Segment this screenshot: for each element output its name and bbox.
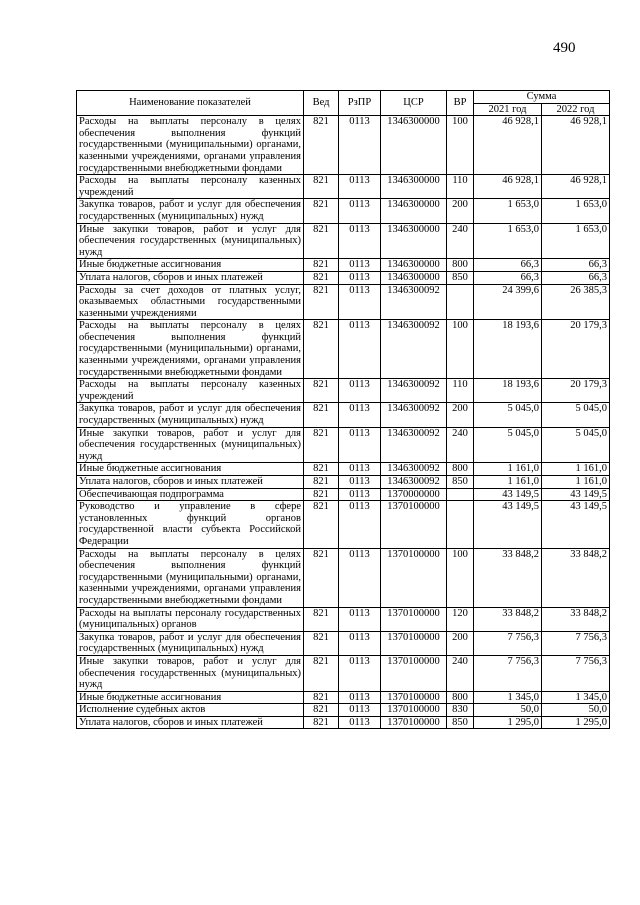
row-rzpr: 0113 [339, 704, 381, 717]
row-ved: 821 [304, 116, 339, 175]
row-sum-2022: 43 149,5 [542, 501, 610, 548]
row-vr: 800 [447, 463, 474, 476]
row-sum-2021: 7 756,3 [474, 631, 542, 655]
row-vr: 100 [447, 116, 474, 175]
table-row [77, 175, 610, 199]
row-sum-2021: 18 193,6 [474, 320, 542, 379]
row-sum-2022: 66,3 [542, 259, 610, 272]
row-vr: 830 [447, 704, 474, 717]
row-rzpr: 0113 [339, 223, 381, 259]
row-csr: 1346300092 [381, 427, 447, 463]
row-sum-2021: 33 848,2 [474, 548, 542, 607]
row-vr: 100 [447, 320, 474, 379]
row-rzpr: 0113 [339, 320, 381, 379]
row-vr [447, 488, 474, 501]
row-vr: 800 [447, 691, 474, 704]
row-csr: 1346300000 [381, 223, 447, 259]
row-vr: 200 [447, 631, 474, 655]
row-ved: 821 [304, 691, 339, 704]
table-row [77, 607, 610, 631]
row-sum-2021: 5 045,0 [474, 403, 542, 427]
page-number: 490 [553, 40, 576, 56]
row-name: Исполнение судебных актов [77, 704, 304, 717]
row-ved: 821 [304, 427, 339, 463]
table-row [77, 284, 610, 320]
table-row [77, 691, 610, 704]
row-ved: 821 [304, 463, 339, 476]
row-csr: 1370100000 [381, 704, 447, 717]
header-sum: Сумма [474, 91, 610, 104]
table-row [77, 116, 610, 175]
row-ved: 821 [304, 631, 339, 655]
header-name: Наименование показателей [77, 91, 304, 116]
row-sum-2022: 1 653,0 [542, 223, 610, 259]
table-row [77, 476, 610, 489]
row-sum-2022: 43 149,5 [542, 488, 610, 501]
table-row [77, 403, 610, 427]
row-ved: 821 [304, 403, 339, 427]
row-csr: 1370100000 [381, 631, 447, 655]
header-vr: ВР [447, 91, 474, 116]
table-row [77, 427, 610, 463]
row-sum-2022: 66,3 [542, 271, 610, 284]
row-rzpr: 0113 [339, 655, 381, 691]
row-csr: 1370100000 [381, 607, 447, 631]
row-ved: 821 [304, 175, 339, 199]
row-sum-2022: 1 161,0 [542, 476, 610, 489]
row-ved: 821 [304, 704, 339, 717]
row-rzpr: 0113 [339, 607, 381, 631]
table-row [77, 320, 610, 379]
row-rzpr: 0113 [339, 427, 381, 463]
row-rzpr: 0113 [339, 716, 381, 729]
row-csr: 1346300000 [381, 271, 447, 284]
row-rzpr: 0113 [339, 175, 381, 199]
row-vr: 850 [447, 271, 474, 284]
row-name: Расходы на выплаты персоналу государственных (муниципальных) органов [77, 607, 304, 631]
row-rzpr: 0113 [339, 259, 381, 272]
row-name: Закупка товаров, работ и услуг для обеспечения государственных (муниципальных) нужд [77, 403, 304, 427]
row-sum-2022: 7 756,3 [542, 655, 610, 691]
row-sum-2022: 33 848,2 [542, 607, 610, 631]
row-sum-2021: 46 928,1 [474, 175, 542, 199]
row-vr: 240 [447, 655, 474, 691]
row-csr: 1346300092 [381, 320, 447, 379]
row-csr: 1370000000 [381, 488, 447, 501]
row-csr: 1346300092 [381, 284, 447, 320]
row-vr: 110 [447, 175, 474, 199]
row-ved: 821 [304, 271, 339, 284]
row-sum-2021: 5 045,0 [474, 427, 542, 463]
table-row [77, 501, 610, 548]
row-sum-2021: 1 295,0 [474, 716, 542, 729]
row-ved: 821 [304, 607, 339, 631]
row-sum-2021: 66,3 [474, 259, 542, 272]
table-row [77, 223, 610, 259]
row-ved: 821 [304, 476, 339, 489]
table-row [77, 631, 610, 655]
row-rzpr: 0113 [339, 548, 381, 607]
row-sum-2022: 5 045,0 [542, 403, 610, 427]
row-ved: 821 [304, 488, 339, 501]
row-ved: 821 [304, 655, 339, 691]
row-sum-2021: 43 149,5 [474, 488, 542, 501]
header-csr: ЦСР [381, 91, 447, 116]
row-sum-2022: 50,0 [542, 704, 610, 717]
row-sum-2021: 43 149,5 [474, 501, 542, 548]
row-rzpr: 0113 [339, 379, 381, 403]
table-row [77, 259, 610, 272]
row-sum-2022: 46 928,1 [542, 116, 610, 175]
row-name: Расходы на выплаты персоналу в целях обеспечения выполнения функций государственными (муниципальными) органами, казенными учреждениями, органами управления государственными внебюджетными фондами [77, 320, 304, 379]
row-vr: 850 [447, 716, 474, 729]
row-name: Расходы на выплаты персоналу казенных учреждений [77, 379, 304, 403]
row-sum-2021: 18 193,6 [474, 379, 542, 403]
row-rzpr: 0113 [339, 199, 381, 223]
row-sum-2022: 20 179,3 [542, 320, 610, 379]
row-sum-2021: 24 399,6 [474, 284, 542, 320]
row-csr: 1370100000 [381, 501, 447, 548]
table-row [77, 271, 610, 284]
row-ved: 821 [304, 223, 339, 259]
row-vr: 100 [447, 548, 474, 607]
row-sum-2022: 33 848,2 [542, 548, 610, 607]
row-sum-2021: 1 161,0 [474, 463, 542, 476]
header-ved: Вед [304, 91, 339, 116]
row-ved: 821 [304, 284, 339, 320]
row-csr: 1346300092 [381, 403, 447, 427]
row-vr: 200 [447, 199, 474, 223]
row-name: Иные закупки товаров, работ и услуг для обеспечения государственных (муниципальных) нужд [77, 655, 304, 691]
row-name: Обеспечивающая подпрограмма [77, 488, 304, 501]
row-ved: 821 [304, 259, 339, 272]
header-2022: 2022 год [542, 103, 610, 116]
row-vr: 850 [447, 476, 474, 489]
row-ved: 821 [304, 548, 339, 607]
table-row [77, 548, 610, 607]
row-csr: 1370100000 [381, 716, 447, 729]
row-rzpr: 0113 [339, 284, 381, 320]
row-ved: 821 [304, 199, 339, 223]
row-sum-2022: 1 161,0 [542, 463, 610, 476]
row-rzpr: 0113 [339, 488, 381, 501]
row-rzpr: 0113 [339, 691, 381, 704]
row-vr: 240 [447, 427, 474, 463]
row-sum-2021: 1 653,0 [474, 199, 542, 223]
row-sum-2021: 33 848,2 [474, 607, 542, 631]
row-name: Иные бюджетные ассигнования [77, 691, 304, 704]
row-rzpr: 0113 [339, 476, 381, 489]
table-body [77, 116, 610, 729]
row-csr: 1346300092 [381, 463, 447, 476]
row-csr: 1370100000 [381, 548, 447, 607]
row-name: Уплата налогов, сборов и иных платежей [77, 716, 304, 729]
row-name: Иные закупки товаров, работ и услуг для обеспечения государственных (муниципальных) нужд [77, 223, 304, 259]
row-sum-2022: 1 295,0 [542, 716, 610, 729]
row-sum-2022: 46 928,1 [542, 175, 610, 199]
row-name: Расходы на выплаты персоналу казенных учреждений [77, 175, 304, 199]
table-row [77, 655, 610, 691]
row-vr: 800 [447, 259, 474, 272]
row-rzpr: 0113 [339, 271, 381, 284]
row-name: Расходы за счет доходов от платных услуг, оказываемых областными государственными казенными учреждениями [77, 284, 304, 320]
row-csr: 1346300092 [381, 476, 447, 489]
table-row [77, 199, 610, 223]
row-sum-2021: 1 653,0 [474, 223, 542, 259]
row-rzpr: 0113 [339, 463, 381, 476]
row-rzpr: 0113 [339, 116, 381, 175]
row-name: Уплата налогов, сборов и иных платежей [77, 476, 304, 489]
table-row [77, 463, 610, 476]
row-rzpr: 0113 [339, 501, 381, 548]
row-name: Расходы на выплаты персоналу в целях обеспечения выполнения функций государственными (муниципальными) органами, казенными учреждениями, органами управления государственными внебюджетными фондами [77, 548, 304, 607]
row-csr: 1370100000 [381, 655, 447, 691]
row-ved: 821 [304, 320, 339, 379]
row-name: Иные бюджетные ассигнования [77, 463, 304, 476]
budget-table [76, 90, 610, 729]
row-csr: 1346300000 [381, 116, 447, 175]
table-header [77, 91, 610, 116]
row-vr [447, 501, 474, 548]
row-ved: 821 [304, 379, 339, 403]
row-sum-2022: 5 045,0 [542, 427, 610, 463]
row-csr: 1346300092 [381, 379, 447, 403]
header-rzpr: РзПР [339, 91, 381, 116]
table-row [77, 379, 610, 403]
row-sum-2021: 66,3 [474, 271, 542, 284]
row-rzpr: 0113 [339, 631, 381, 655]
row-rzpr: 0113 [339, 403, 381, 427]
row-vr: 110 [447, 379, 474, 403]
row-name: Иные закупки товаров, работ и услуг для обеспечения государственных (муниципальных) нужд [77, 427, 304, 463]
header-2021: 2021 год [474, 103, 542, 116]
row-name: Закупка товаров, работ и услуг для обеспечения государственных (муниципальных) нужд [77, 199, 304, 223]
row-name: Уплата налогов, сборов и иных платежей [77, 271, 304, 284]
row-sum-2021: 1 345,0 [474, 691, 542, 704]
row-name: Иные бюджетные ассигнования [77, 259, 304, 272]
row-sum-2022: 1 653,0 [542, 199, 610, 223]
row-ved: 821 [304, 501, 339, 548]
row-csr: 1346300000 [381, 175, 447, 199]
row-name: Закупка товаров, работ и услуг для обеспечения государственных (муниципальных) нужд [77, 631, 304, 655]
row-sum-2022: 7 756,3 [542, 631, 610, 655]
row-name: Руководство и управление в сфере установленных функций органов государственной власти субъекта Российской Федерации [77, 501, 304, 548]
row-sum-2021: 7 756,3 [474, 655, 542, 691]
table-row [77, 716, 610, 729]
row-sum-2021: 50,0 [474, 704, 542, 717]
row-vr: 240 [447, 223, 474, 259]
row-vr [447, 284, 474, 320]
row-csr: 1346300000 [381, 259, 447, 272]
row-csr: 1346300000 [381, 199, 447, 223]
row-sum-2022: 20 179,3 [542, 379, 610, 403]
table-row [77, 704, 610, 717]
row-sum-2022: 1 345,0 [542, 691, 610, 704]
row-sum-2021: 1 161,0 [474, 476, 542, 489]
row-sum-2021: 46 928,1 [474, 116, 542, 175]
row-sum-2022: 26 385,3 [542, 284, 610, 320]
row-vr: 120 [447, 607, 474, 631]
row-ved: 821 [304, 716, 339, 729]
row-name: Расходы на выплаты персоналу в целях обеспечения выполнения функций государственными (муниципальными) органами, казенными учреждениями, органами управления государственными внебюджетными фондами [77, 116, 304, 175]
row-vr: 200 [447, 403, 474, 427]
row-csr: 1370100000 [381, 691, 447, 704]
table-row [77, 488, 610, 501]
